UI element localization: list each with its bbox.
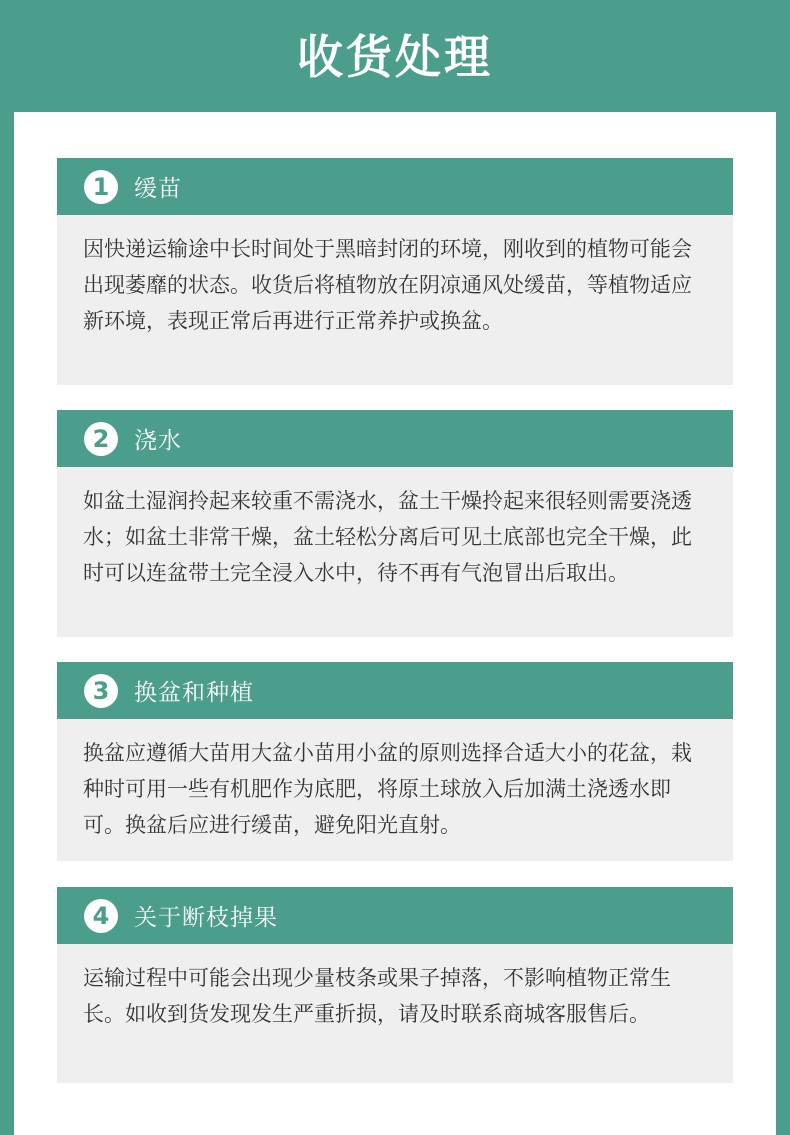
number-badge: 3 bbox=[84, 674, 118, 708]
page-title: 收货处理 bbox=[297, 30, 493, 84]
number-badge: 1 bbox=[84, 170, 118, 204]
section-title: 关于断枝掉果 bbox=[134, 905, 278, 931]
section-repotting bbox=[57, 662, 733, 861]
section-title: 换盆和种植 bbox=[134, 680, 254, 706]
section-title: 浇水 bbox=[134, 428, 182, 454]
content-panel bbox=[14, 112, 776, 1135]
section-title: 缓苗 bbox=[134, 176, 182, 202]
section-header bbox=[57, 410, 733, 467]
section-body: 运输过程中可能会出现少量枝条或果子掉落，不影响植物正常生长。如收到货发现发生严重折损，请及时联系商城客服售后。 bbox=[57, 944, 733, 1083]
section-broken-branches bbox=[57, 887, 733, 1083]
section-watering bbox=[57, 410, 733, 637]
section-header bbox=[57, 662, 733, 719]
section-body: 因快递运输途中长时间处于黑暗封闭的环境，刚收到的植物可能会出现萎靡的状态。收货后将植物放在阴凉通风处缓苗，等植物适应新环境，表现正常后再进行正常养护或换盆。 bbox=[57, 215, 733, 385]
section-body: 换盆应遵循大苗用大盆小苗用小盆的原则选择合适大小的花盆，栽种时可用一些有机肥作为底肥，将原土球放入后加满土浇透水即可。换盆后应进行缓苗，避免阳光直射。 bbox=[57, 719, 733, 861]
number-badge: 4 bbox=[84, 899, 118, 933]
section-seedling-recovery bbox=[57, 158, 733, 385]
number-badge: 2 bbox=[84, 422, 118, 456]
section-body: 如盆土湿润拎起来较重不需浇水，盆土干燥拎起来很轻则需要浇透水；如盆土非常干燥，盆土轻松分离后可见土底部也完全干燥，此时可以连盆带土完全浸入水中，待不再有气泡冒出后取出。 bbox=[57, 467, 733, 637]
section-header bbox=[57, 887, 733, 944]
section-header bbox=[57, 158, 733, 215]
